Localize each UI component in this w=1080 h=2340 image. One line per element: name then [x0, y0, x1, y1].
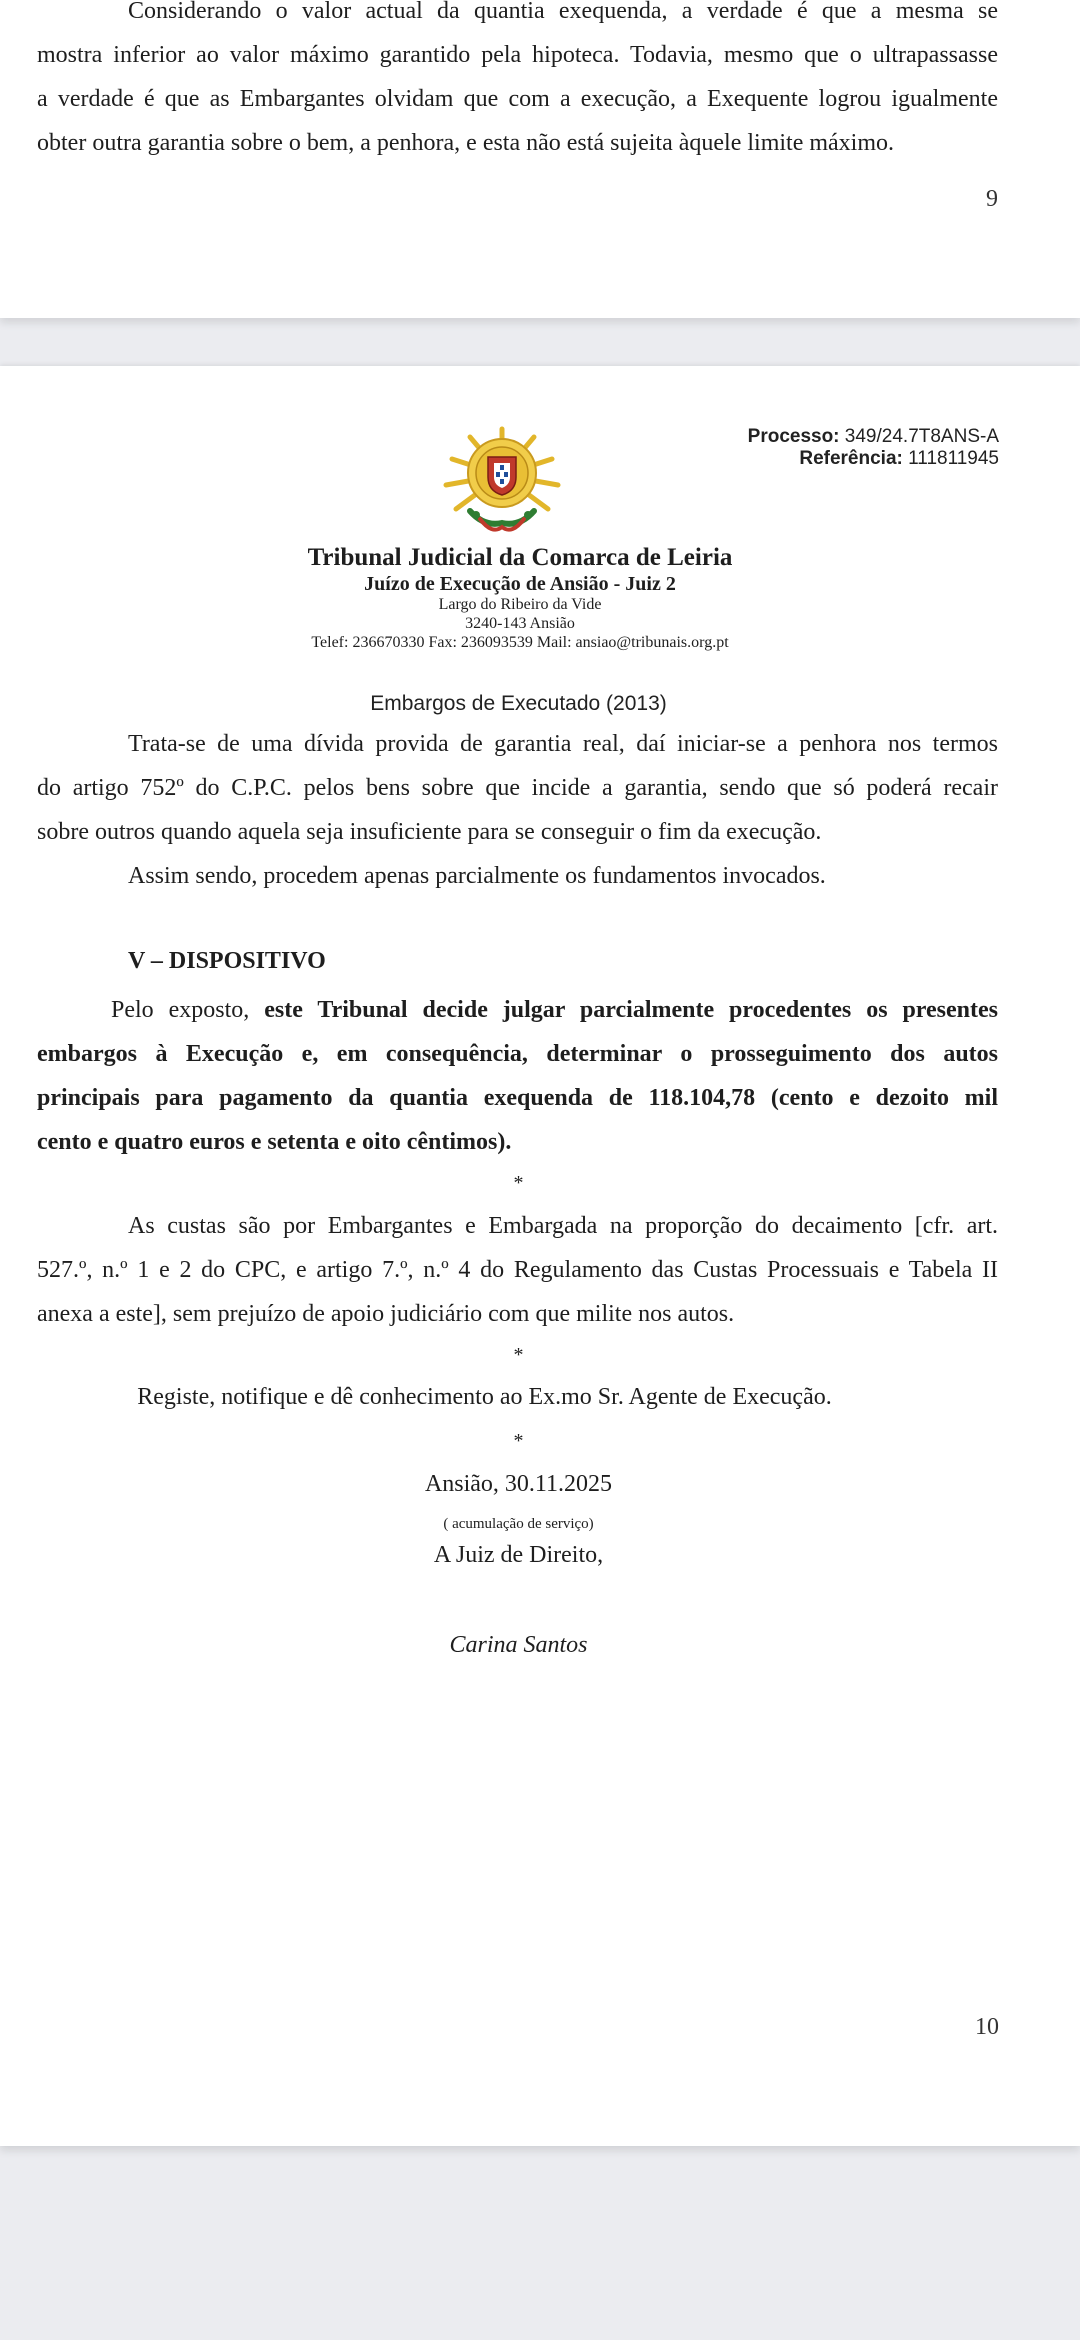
separator-star: *	[513, 1172, 524, 1194]
text-line: mostra inferior ao valor máximo garantido pela hipoteca. Todavia, mesmo que o ultrapassasse	[37, 42, 998, 68]
text-line: Trata-se de uma dívida provida de garantia real, daí iniciar-se a penhora nos termos	[128, 731, 998, 757]
court-division: Juízo de Execução de Ansião - Juiz 2	[364, 573, 676, 595]
decision-bold-text: este Tribunal decide julgar parcialmente procedentes os presentes	[264, 997, 999, 1023]
case-type-label: Embargos de Executado (2013)	[370, 692, 667, 715]
judge-signature: Carina Santos	[449, 1632, 588, 1658]
judge-title: A Juiz de Direito,	[433, 1542, 604, 1568]
paragraph-costs	[37, 1204, 998, 1336]
court-name: Tribunal Judicial da Comarca de Leiria	[307, 544, 733, 571]
court-contacts: Telef: 236670330 Fax: 236093539 Mail: ansiao@tribunais.org.pt	[311, 634, 729, 651]
separator-star: *	[513, 1344, 524, 1366]
text-line: As custas são por Embargantes e Embargada na proporção do decaimento [cfr. art.	[128, 1213, 998, 1239]
processo-label: Processo:	[747, 426, 840, 447]
text-line: cento e quatro euros e setenta e oito cêntimos).	[37, 1129, 512, 1155]
text-line: Assim sendo, procedem apenas parcialmente os fundamentos invocados.	[128, 863, 826, 889]
page-number: 9	[986, 186, 998, 212]
text-line	[37, 988, 998, 1032]
text-line: embargos à Execução e, em consequência, determinar o prosseguimento dos autos	[37, 1041, 998, 1067]
decision-intro: Pelo exposto,	[111, 997, 265, 1023]
text-line: obter outra garantia sobre o bem, a penhora, e esta não está sujeita àquele limite máximo.	[37, 130, 895, 156]
separator-star: *	[513, 1430, 524, 1452]
paragraph-real-guarantee	[37, 722, 998, 898]
service-note: ( acumulação de serviço)	[443, 1516, 594, 1532]
text-line: principais para pagamento da quantia exequenda de 118.104,78 (cento e dezoito mil	[37, 1085, 998, 1111]
text-line: 527.º, n.º 1 e 2 do CPC, e artigo 7.º, n.º 4 do Regulamento das Custas Processuais e Tabela II	[37, 1257, 998, 1283]
court-header	[0, 543, 1040, 652]
text-line: sobre outros quando aquela seja insuficiente para se conseguir o fim da execução.	[37, 819, 822, 845]
case-reference	[748, 426, 999, 470]
text-line: anexa a este], sem prejuízo de apoio judiciário com que milite nos autos.	[37, 1301, 735, 1327]
page-number: 10	[975, 2014, 999, 2040]
text-line: Considerando o valor actual da quantia exequenda, a verdade é que a mesma se	[128, 0, 998, 24]
text-line: do artigo 752º do C.P.C. pelos bens sobre que incide a garantia, sendo que só poderá recair	[37, 775, 998, 801]
processo-value: 349/24.7T8ANS-A	[844, 426, 999, 447]
referencia-label: Referência:	[799, 448, 903, 469]
section-heading: V – DISPOSITIVO	[128, 948, 326, 974]
paragraph-decision	[37, 988, 998, 1164]
coat-of-arms-icon	[440, 423, 564, 541]
referencia-value: 111811945	[908, 448, 999, 469]
court-postcode: 3240-143 Ansião	[465, 615, 575, 632]
text-line: a verdade é que as Embargantes olvidam que com a execução, a Exequente logrou igualmente	[37, 86, 998, 112]
paragraph-hypothec	[37, 0, 998, 165]
registration-instruction: Registe, notifique e dê conhecimento ao Ex.mo Sr. Agente de Execução.	[137, 1384, 832, 1410]
court-address-line: Largo do Ribeiro da Vide	[438, 596, 602, 613]
place-and-date: Ansião, 30.11.2025	[424, 1471, 613, 1497]
document-page-9	[0, 0, 1080, 318]
document-page-10	[0, 366, 1080, 2146]
